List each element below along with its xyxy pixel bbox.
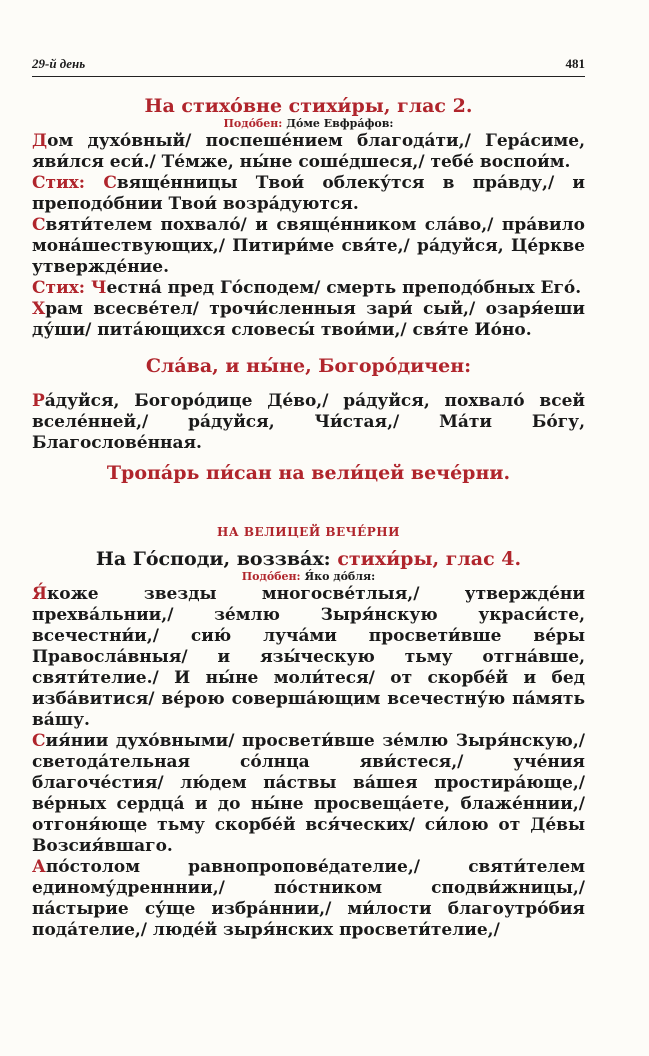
section3-title-black: На Го́споди, воззва́х: [95,548,331,570]
paragraph-text: вяще́нницы Твои́ облеку́тся в пра́вду,/ и преподо́бнии Твои́ возра́дуются. [32,173,585,214]
day-label: 29-й день [32,56,86,71]
drop-cap: Д [32,131,48,151]
paragraph-text: ́коже звезды многосве́тлыя,/ утвержде́ни прехва́льнии,/ зе́млю Зыря́нскую украси́сте, всечестни́и,/ сию́ луча́ми просвети́вше ве́ры Правосла́вныя/ и язы́ческую тьму отгна́вше, святи́телие./ И ны́не моли́теся/ от скорбе́й и бед изба́витися/ ве́рою соверша́ющим всечестну́ю па́мять ва́шу. [32,584,585,730]
podoben-text: До́ме Евфра́фов: [286,117,394,130]
paragraph-text: вяти́телем похвало́/ и свяще́нником сла́во,/ пра́вило мона́шествующих,/ Питири́ме свя́те,/ ра́дуйся, Це́ркве утвержде́ние. [32,215,585,277]
drop-cap: С [32,731,46,751]
drop-cap: Х [32,299,46,319]
page-number: 481 [565,56,585,71]
theotokion [32,391,585,454]
stichera-2 [32,215,585,278]
paragraph-text: естна́ пред Го́сподем/ смерть преподо́бных Его́. [106,278,582,298]
stichera-3 [32,299,585,341]
stichera-1 [32,131,585,173]
podoben-label: Подо́бен: [241,570,301,583]
stichera-5 [32,731,585,857]
drop-cap: А [32,857,46,877]
section3-title [32,548,585,570]
paragraph-text: по́столом равнопропове́дателие,/ святи́телем единому́дренннии,/ по́стником сподви́жницы,/ па́стырие су́ще избра́ннии,/ ми́лости благоутро́бия пода́телие,/ люде́й зыря́нских просвети́телие,/ [32,857,585,940]
verse-2 [32,278,585,299]
drop-cap: Я [32,584,47,604]
section3-title-red: стихи́ры, глас 4. [337,548,522,570]
podoben-text: Я́ко до́бля: [304,570,376,583]
section1-title: На стихо́вне стихи́ры, глас 2. [144,95,473,117]
running-header [32,54,585,77]
drop-cap: Ч [91,278,107,298]
section1-podoben [32,117,585,131]
paragraph-text: рам всесве́тел/ трочи́сленныя зари́ сый,/ озаря́еши ду́ши/ пита́ющихся словесы́ твои́ми,/ свя́те Ио́но. [32,299,585,340]
paragraph-text: ом духо́вный/ поспеше́нием благода́ти,/ Гера́симе, яви́лся еси́./ Те́мже, ны́не соше́дшеся,/ тебе́ воспои́м. [32,131,585,172]
drop-cap: Р [32,391,45,411]
verse-label: Стих: [32,278,86,298]
section3-heading: НА ВЕЛИЦЕЙ ВЕЧЕ́РНИ [217,525,400,539]
verse-1 [32,173,585,215]
drop-cap: С [103,173,117,193]
section2-title: Сла́ва, и ны́не, Богоро́дичен: [145,355,472,377]
paragraph-text: а́дуйся, Богоро́дице Де́во,/ ра́дуйся, похвало́ всей вселе́нней,/ ра́дуйся, Чи́стая,/ Ма́ти Бо́гу, Благослове́нная. [32,391,585,453]
stichera-4 [32,584,585,731]
section3-podoben [32,570,585,584]
troparion-note: Тропа́рь пи́сан на вели́цей вече́рни. [106,462,511,484]
paragraph-text: ия́нии духо́вными/ просвети́вше зе́млю Зыря́нскую,/ светода́тельная со́лнца яви́стеся,/ уче́ния благоче́стия/ лю́дем па́ствы ва́шея простира́юще,/ ве́рных сердца́ и до ны́не просвеща́ете, блаже́ннии,/ отгоня́юще тьму скорбе́й вся́ческих/ си́лою от Де́вы Возсия́вшаго. [32,731,585,856]
drop-cap: С [32,215,46,235]
stichera-6 [32,857,585,941]
page-content [32,95,585,941]
podoben-label: Подо́бен: [223,117,283,130]
verse-label: Стих: [32,173,86,193]
